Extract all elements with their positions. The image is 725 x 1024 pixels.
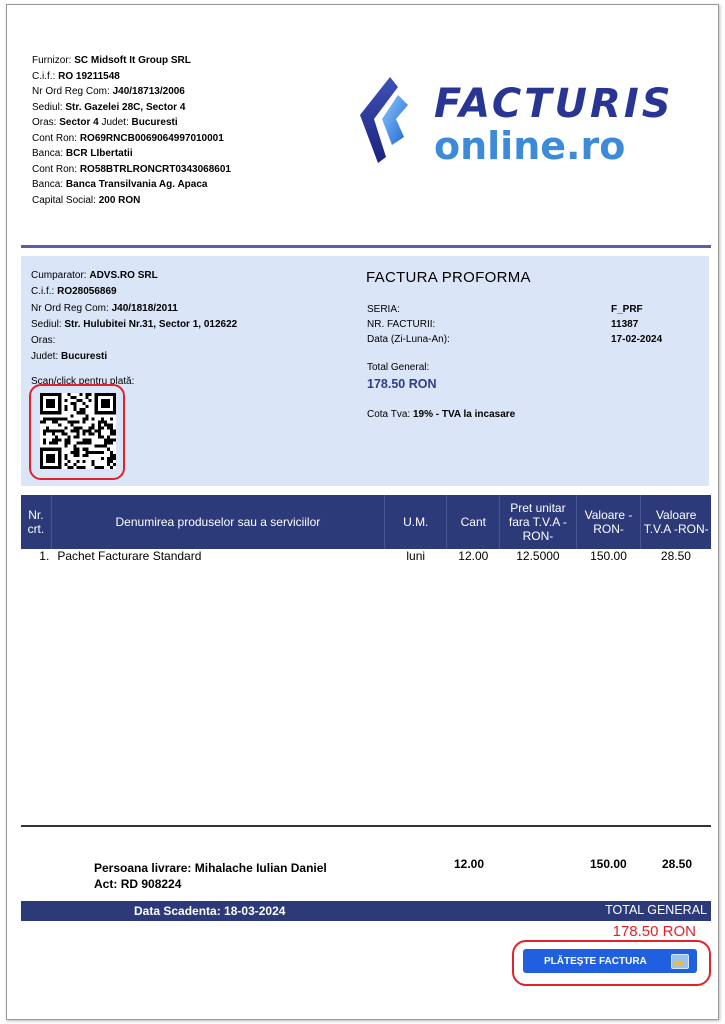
supplier-row: Oras: Sector 4 Judet: Bucuresti <box>32 117 178 128</box>
payment-qr-code[interactable] <box>40 393 116 469</box>
invoice-date-value: 17-02-2024 <box>611 334 663 345</box>
col-um: U.M. <box>385 495 447 549</box>
grand-total: 178.50 RON <box>612 923 696 940</box>
supplier-row: Banca: Banca Transilvania Ag. Apaca <box>32 179 208 190</box>
logo-text-facturis: FACTURIS <box>434 81 674 127</box>
buyer-section <box>21 256 709 486</box>
total-vat: 28.50 <box>662 857 693 871</box>
buyer-row: C.i.f.: RO28056869 <box>31 286 117 298</box>
table-header <box>21 495 711 549</box>
col-nr: Nr. crt. <box>21 495 51 549</box>
supplier-row: Banca: BCR LIbertatii <box>32 148 133 159</box>
facturis-logo <box>352 75 712 165</box>
table-row <box>21 549 711 564</box>
footer-bar <box>21 901 711 921</box>
invoice-number-label: NR. FACTURII: <box>367 319 436 330</box>
col-vat: Valoare T.V.A -RON- <box>641 495 711 549</box>
supplier-row: C.i.f.: RO 19211548 <box>32 70 120 82</box>
scan-label: Scan/click pentru plată: <box>31 376 135 387</box>
qr-highlight <box>29 384 125 480</box>
col-qty: Cant <box>447 495 500 549</box>
row-um: luni <box>406 549 426 563</box>
supplier-row: Capital Social: 200 RON <box>32 194 141 206</box>
col-unit-price: Pret unitar fara T.V.A -RON- <box>500 495 577 549</box>
pay-highlight <box>512 940 711 986</box>
col-name: Denumirea produselor sau a serviciilor <box>51 495 384 549</box>
supplier-row: Furnizor: SC Midsoft It Group SRL <box>32 55 191 66</box>
buyer-row: Sediul: Str. Hulubitei Nr.31, Sector 1, 012622 <box>31 318 238 330</box>
buyer-row: Oras: <box>31 335 56 347</box>
buyer-row: Cumparator: ADVS.RO SRL <box>31 270 158 281</box>
pay-button-label: PLĂTEŞTE FACTURA <box>544 956 647 967</box>
pay-invoice-button[interactable] <box>523 949 697 973</box>
row-name: Pachet Facturare Standard <box>57 549 202 563</box>
col-value: Valoare -RON- <box>576 495 641 549</box>
total-value: 150.00 <box>590 857 627 871</box>
row-vat: 28.50 <box>660 549 691 563</box>
delivery-person: Persoana livrare: Mihalache Iulian Daniel Act: RD 908224 <box>94 861 327 891</box>
vat-rate: Cota Tva: 19% - TVA la incasare <box>367 409 516 420</box>
row-value: 150.00 <box>590 549 627 563</box>
buyer-row: Judet: Bucuresti <box>31 351 108 363</box>
header-divider <box>21 245 711 248</box>
totals-divider <box>21 825 711 827</box>
supplier-row: Nr Ord Reg Com: J40/18713/2006 <box>32 86 185 97</box>
items-table <box>21 495 711 564</box>
supplier-info <box>32 53 231 208</box>
invoice-date-label: Data (Zi-Luna-An): <box>367 334 450 345</box>
row-unit-price: 12.5000 <box>516 549 560 563</box>
series-label: SERIA: <box>367 304 400 315</box>
buyer-info <box>31 268 237 366</box>
row-qty: 12.00 <box>458 549 489 563</box>
total-quantity: 12.00 <box>454 857 485 871</box>
supplier-row: Cont Ron: RO69RNCB0069064997010001 <box>32 132 224 144</box>
supplier-row: Cont Ron: RO58BTRLRONCRT0343068601 <box>32 163 231 175</box>
total-general-value: 178.50 RON <box>367 377 437 391</box>
buyer-row: Nr Ord Reg Com: J40/1818/2011 <box>31 302 178 314</box>
logo-text-online: online.ro <box>434 124 626 165</box>
row-nr: 1. <box>39 549 50 563</box>
total-general-heading: TOTAL GENERAL <box>605 903 707 917</box>
credit-card-icon <box>671 954 689 969</box>
due-date: Data Scadenta: 18-03-2024 <box>134 904 286 918</box>
document-title: FACTURA PROFORMA <box>366 269 531 286</box>
supplier-row: Sediul: Str. Gazelei 28C, Sector 4 <box>32 101 186 113</box>
invoice-number-value: 11387 <box>611 319 639 330</box>
total-general-label: Total General: <box>367 362 430 373</box>
series-value: F_PRF <box>611 304 643 315</box>
invoice-page <box>6 4 719 1020</box>
